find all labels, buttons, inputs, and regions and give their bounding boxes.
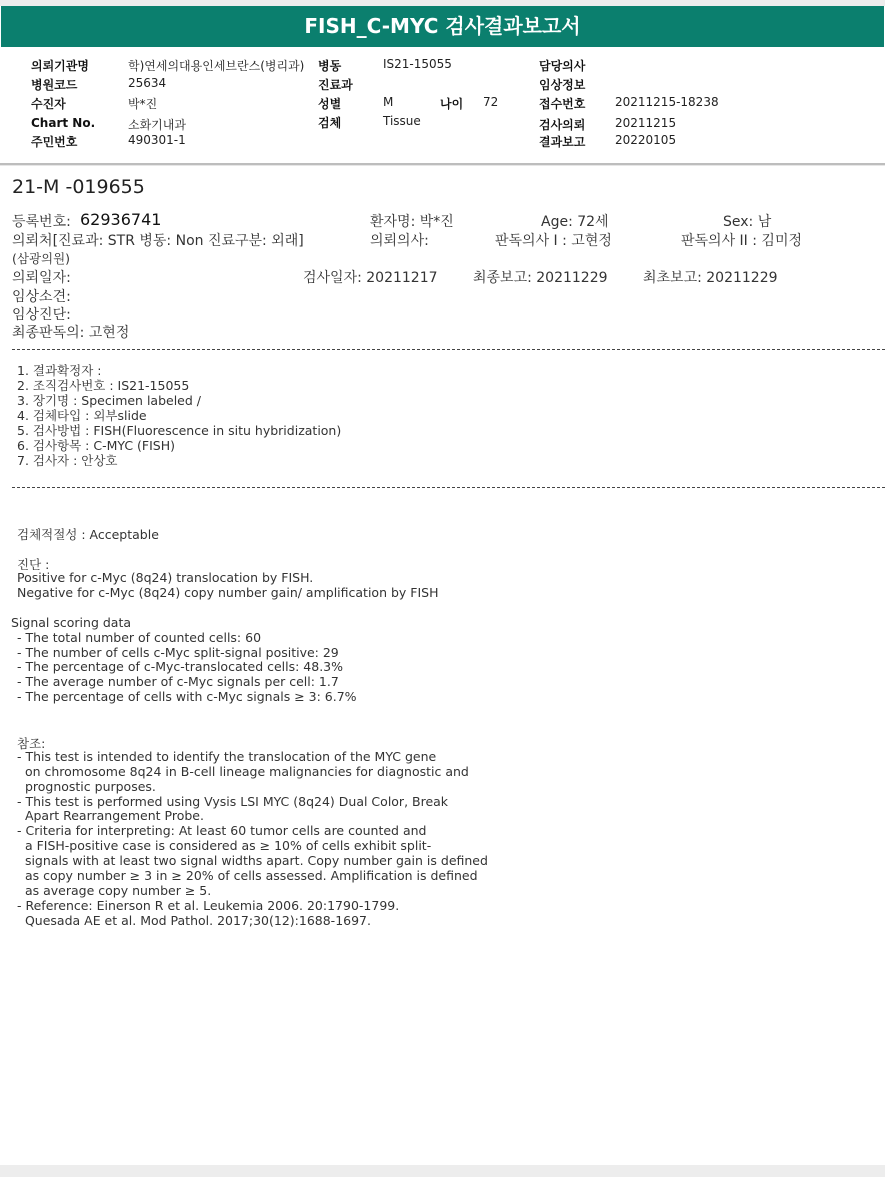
reference-line: as copy number ≥ 3 in ≥ 20% of cells assessed. Amplification is defined bbox=[17, 868, 478, 883]
label-hospital-code: 병원코드 bbox=[31, 78, 78, 92]
label-sex: 성별 bbox=[318, 97, 342, 111]
label-ward: 병동 bbox=[318, 59, 342, 73]
value-ward: IS21-15055 bbox=[383, 57, 452, 71]
label-receipt-no: 접수번호 bbox=[539, 97, 586, 111]
reference-line: signals with at least two signal widths apart. Copy number gain is defined bbox=[17, 853, 488, 868]
patient-name: 환자명: 박*진 bbox=[370, 214, 454, 230]
reference-line: Apart Rearrangement Probe. bbox=[17, 808, 204, 823]
diagnosis-line: Negative for c-Myc (8q24) copy number gain/ amplification by FISH bbox=[17, 585, 439, 600]
label-clinical-info: 임상정보 bbox=[539, 78, 586, 92]
reference-line: - Reference: Einerson R et al. Leukemia 2006. 20:1790-1799. bbox=[17, 898, 400, 913]
clinical-diagnosis: 임상진단: bbox=[12, 307, 71, 323]
value-result-report: 20220105 bbox=[615, 133, 677, 147]
reference-line: prognostic purposes. bbox=[17, 779, 156, 794]
scoring-line: - The average number of c-Myc signals per cell: 1.7 bbox=[17, 674, 339, 689]
reference-line: on chromosome 8q24 in B-cell lineage malignancies for diagnostic and bbox=[17, 764, 469, 779]
registration-label: 등록번호: bbox=[12, 214, 71, 230]
value-sex: M bbox=[383, 95, 394, 109]
reference-line: as average copy number ≥ 5. bbox=[17, 883, 212, 898]
reference-line: a FISH-positive case is considered as ≥ 10% of cells exhibit split- bbox=[17, 838, 432, 853]
value-receipt-no: 20211215-18238 bbox=[615, 95, 719, 109]
final-report-date: 최종보고: 20211229 bbox=[473, 270, 608, 286]
header-divider-shadow bbox=[0, 165, 885, 166]
value-age: 72 bbox=[483, 95, 499, 109]
final-reader: 최종판독의: 고현정 bbox=[12, 325, 130, 341]
item-4: 4. 검체타입 : 외부slide bbox=[17, 408, 147, 423]
label-attending: 담당의사 bbox=[539, 59, 586, 73]
requester: 의뢰처[진료과: STR 병동: Non 진료구분: 외래] bbox=[12, 233, 304, 249]
value-chart-no: 소화기내과 bbox=[128, 118, 186, 132]
requester-clinic: (삼광의원) bbox=[12, 251, 71, 266]
case-number: 21-M -019655 bbox=[12, 176, 145, 198]
dashed-divider bbox=[12, 487, 885, 488]
label-request-date: 검사의뢰 bbox=[539, 118, 586, 132]
label-resident-no: 주민번호 bbox=[31, 135, 78, 149]
item-2: 2. 조직검사번호 : IS21-15055 bbox=[17, 378, 190, 393]
label-department: 진료과 bbox=[318, 78, 353, 92]
scoring-heading: Signal scoring data bbox=[11, 615, 132, 630]
clinical-findings: 임상소견: bbox=[12, 289, 71, 305]
item-1: 1. 결과확정자 : bbox=[17, 363, 102, 378]
exam-date: 검사일자: 20211217 bbox=[303, 270, 438, 286]
label-chart-no: Chart No. bbox=[31, 116, 96, 130]
bottom-strip bbox=[0, 1165, 885, 1177]
item-7: 7. 검사자 : 안상호 bbox=[17, 453, 118, 468]
value-specimen: Tissue bbox=[383, 114, 421, 128]
reference-heading: 참조: bbox=[17, 736, 46, 751]
patient-age: Age: 72세 bbox=[541, 214, 609, 230]
patient-sex: Sex: 남 bbox=[723, 214, 772, 230]
dashed-divider bbox=[12, 349, 885, 350]
value-resident-no: 490301-1 bbox=[128, 133, 186, 147]
request-date: 의뢰일자: bbox=[12, 270, 71, 286]
value-hospital-code: 25634 bbox=[128, 76, 167, 90]
label-specimen: 검체 bbox=[318, 116, 342, 130]
label-patient: 수진자 bbox=[31, 97, 66, 111]
item-3: 3. 장기명 : Specimen labeled / bbox=[17, 393, 201, 408]
scoring-line: - The percentage of c-Myc-translocated cells: 48.3% bbox=[17, 659, 344, 674]
report-title: FISH_C-MYC 검사결과보고서 bbox=[1, 6, 884, 47]
scoring-line: - The number of cells c-Myc split-signal positive: 29 bbox=[17, 645, 339, 660]
specimen-adequacy: 검체적절성 : Acceptable bbox=[17, 527, 159, 542]
value-patient: 박*진 bbox=[128, 97, 158, 111]
requesting-doctor: 의뢰의사: bbox=[370, 233, 429, 249]
diagnosis-line: Positive for c-Myc (8q24) translocation by FISH. bbox=[17, 570, 314, 585]
pathologist-2: 판독의사 II : 김미정 bbox=[681, 233, 802, 249]
scoring-line: - The percentage of cells with c-Myc signals ≥ 3: 6.7% bbox=[17, 689, 357, 704]
registration-number: 62936741 bbox=[80, 210, 162, 229]
item-5: 5. 검사방법 : FISH(Fluorescence in situ hybridization) bbox=[17, 423, 342, 438]
pathologist-1: 판독의사 I : 고현정 bbox=[495, 233, 612, 249]
value-institution: 학)연세의대용인세브란스(병리과) bbox=[128, 59, 305, 73]
label-result-report: 결과보고 bbox=[539, 135, 586, 149]
reference-line: - Criteria for interpreting: At least 60 tumor cells are counted and bbox=[17, 823, 427, 838]
label-age: 나이 bbox=[440, 97, 464, 111]
item-6: 6. 검사항목 : C-MYC (FISH) bbox=[17, 438, 175, 453]
label-institution: 의뢰기관명 bbox=[31, 59, 89, 73]
first-report-date: 최초보고: 20211229 bbox=[643, 270, 778, 286]
reference-line: - This test is intended to identify the translocation of the MYC gene bbox=[17, 749, 437, 764]
diagnosis-heading: 진단 : bbox=[17, 557, 50, 572]
reference-line: - This test is performed using Vysis LSI MYC (8q24) Dual Color, Break bbox=[17, 794, 449, 809]
reference-line: Quesada AE et al. Mod Pathol. 2017;30(12):1688-1697. bbox=[17, 913, 371, 928]
scoring-line: - The total number of counted cells: 60 bbox=[17, 630, 262, 645]
value-request-date: 20211215 bbox=[615, 116, 677, 130]
